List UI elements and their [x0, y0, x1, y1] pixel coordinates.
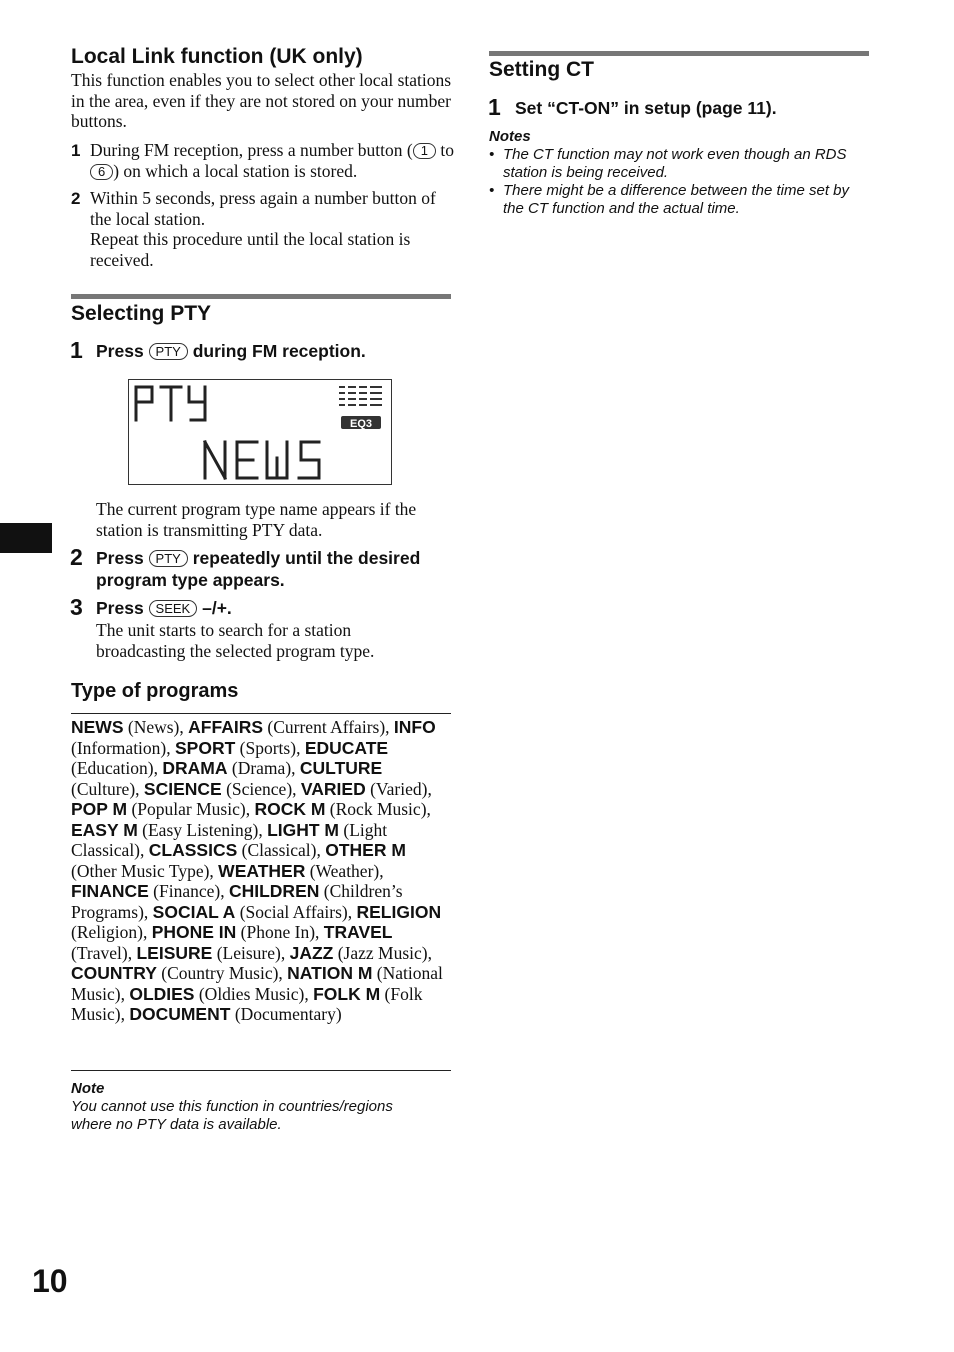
- program-type-code: LEISURE: [136, 942, 213, 963]
- program-type-description: (Light Classical): [71, 819, 388, 860]
- program-type-description: (Folk Music): [71, 983, 423, 1024]
- program-type-code: WEATHER: [218, 860, 306, 881]
- program-type-description: (Classical): [241, 840, 317, 860]
- program-type-code: INFO: [393, 717, 436, 737]
- program-type-item: OTHER M (Other Music Type),: [71, 840, 406, 881]
- pty-step1-description: The current program type name appears if the station is transmitting PTY data.: [96, 499, 417, 540]
- pty-step2-text: [96, 548, 426, 591]
- number-button-1: 1: [413, 143, 436, 159]
- pty-button: PTY: [149, 550, 188, 567]
- program-type-description: (Popular Music): [131, 799, 246, 819]
- step-text-part: Press: [96, 548, 149, 568]
- program-type-item: EASY M (Easy Listening),: [71, 819, 268, 840]
- program-type-item: FOLK M (Folk Music),: [71, 983, 423, 1024]
- ct-step1-text: Set “CT-ON” in setup (page 11).: [515, 98, 777, 118]
- program-type-code: RELIGION: [356, 901, 442, 922]
- section-divider-bar: [489, 51, 869, 56]
- pty-button: PTY: [149, 343, 188, 360]
- ct-note-2: [489, 182, 874, 218]
- program-type-item: JAZZ (Jazz Music),: [289, 942, 432, 963]
- program-type-item: RELIGION (Religion),: [71, 901, 442, 942]
- program-type-description: (News): [127, 717, 180, 737]
- step-text-part: repeatedly until the desired program type appears.: [96, 548, 421, 590]
- step-text-part: to: [435, 140, 454, 160]
- bullet-icon: •: [489, 182, 495, 199]
- pty-step2-number: 2: [70, 544, 83, 570]
- program-type-code: CLASSICS: [148, 840, 238, 860]
- ct-notes-heading: Notes: [489, 128, 531, 145]
- program-type-description: (Children’s Programs): [71, 881, 403, 922]
- program-type-description: (Information): [71, 737, 167, 758]
- program-type-description: (Leisure): [216, 942, 281, 963]
- ct-note-1: [489, 146, 874, 182]
- program-type-description: (Jazz Music): [337, 942, 428, 963]
- program-type-item: [129, 1004, 341, 1024]
- eq-indicator: EQ3: [349, 418, 373, 430]
- section-divider-bar: [71, 294, 451, 299]
- step-text-part: during FM reception.: [187, 341, 366, 361]
- program-type-item: SCIENCE (Science),: [143, 778, 301, 799]
- program-type-description: (Culture): [71, 778, 136, 799]
- step-text-part: Press: [96, 341, 149, 361]
- program-type-code: PHONE IN: [151, 922, 237, 942]
- program-type-item: POP M (Popular Music),: [71, 799, 255, 819]
- local-link-step2-number: 2: [71, 189, 81, 208]
- program-type-code: FINANCE: [71, 881, 149, 901]
- program-type-item: DRAMA (Drama),: [162, 758, 300, 778]
- program-type-description: (Easy Listening): [142, 819, 259, 840]
- program-type-description: (Science): [226, 778, 293, 799]
- program-type-code: POP M: [71, 799, 128, 819]
- program-types-list: [71, 717, 453, 1025]
- program-type-description: (Phone In): [240, 922, 316, 942]
- program-type-item: CHILDREN (Children’s Programs),: [71, 881, 403, 922]
- program-type-description: (Drama): [231, 758, 292, 778]
- program-type-code: EDUCATE: [304, 737, 389, 758]
- program-type-code: SOCIAL A: [152, 901, 236, 922]
- program-type-description: (Travel): [71, 942, 128, 963]
- program-type-item: EDUCATE (Education),: [71, 737, 389, 778]
- program-type-code: JAZZ: [289, 942, 334, 963]
- program-type-code: EASY M: [71, 819, 138, 840]
- program-type-description: (National Music): [71, 963, 443, 1004]
- program-type-code: FOLK M: [313, 983, 381, 1004]
- pty-step3-text: [96, 598, 232, 620]
- program-type-code: NEWS: [71, 717, 124, 737]
- step-text-part: ) on which a local station is stored.: [113, 160, 358, 181]
- program-type-code: DOCUMENT: [129, 1004, 231, 1024]
- note-heading: Note: [71, 1080, 105, 1097]
- program-type-item: WEATHER (Weather),: [218, 860, 384, 881]
- program-type-description: (Documentary): [234, 1004, 342, 1024]
- program-type-description: (Oldies Music): [198, 983, 305, 1004]
- program-type-item: LIGHT M (Light Classical),: [71, 819, 388, 860]
- program-type-item: INFO (Information),: [71, 717, 436, 758]
- program-type-code: NATION M: [287, 963, 373, 983]
- program-type-item: PHONE IN (Phone In),: [151, 922, 324, 942]
- program-type-item: SOCIAL A (Social Affairs),: [152, 901, 357, 922]
- pty-step1-text: [96, 341, 366, 363]
- program-type-description: (Other Music Type): [71, 860, 210, 881]
- pty-step3-number: 3: [70, 594, 83, 620]
- program-type-code: ROCK M: [254, 799, 326, 819]
- program-type-description: (Sports): [239, 737, 297, 758]
- program-type-code: SPORT: [175, 737, 236, 758]
- program-type-item: TRAVEL (Travel),: [71, 922, 393, 963]
- program-type-item: AFFAIRS (Current Affairs),: [188, 717, 394, 737]
- program-type-description: (Finance): [153, 881, 221, 901]
- ct-step1-number: 1: [488, 94, 501, 120]
- lcd-segment-graphic: [129, 380, 391, 484]
- local-link-step2-text: Within 5 seconds, press again a number button of the local station.: [90, 188, 436, 229]
- program-type-item: OLDIES (Oldies Music),: [129, 983, 314, 1004]
- note-text: You cannot use this function in countries/regions where no PTY data is available.: [71, 1098, 393, 1133]
- local-link-heading: Local Link function (UK only): [71, 45, 363, 68]
- program-type-code: AFFAIRS: [188, 717, 264, 737]
- step-text-part: During FM reception, press a number button (: [90, 140, 413, 160]
- program-type-code: CHILDREN: [228, 881, 320, 901]
- program-type-description: (Religion): [71, 922, 143, 942]
- number-button-6: 6: [90, 164, 113, 180]
- program-type-item: SPORT (Sports),: [175, 737, 305, 758]
- program-type-code: COUNTRY: [71, 963, 157, 983]
- program-type-description: (Country Music): [161, 963, 279, 983]
- program-type-description: (Weather): [309, 860, 380, 881]
- program-type-code: DRAMA: [162, 758, 228, 778]
- selecting-pty-heading: Selecting PTY: [71, 302, 212, 325]
- program-type-item: VARIED (Varied),: [300, 778, 432, 799]
- program-type-code: LIGHT M: [267, 819, 339, 840]
- section-tab-marker: [0, 523, 52, 553]
- program-type-item: NEWS (News),: [71, 717, 189, 737]
- program-type-item: CLASSICS (Classical),: [148, 840, 326, 860]
- program-types-top-rule: [71, 713, 451, 714]
- program-type-code: TRAVEL: [323, 922, 393, 942]
- local-link-step2-extra: Repeat this procedure until the local station is received.: [90, 229, 411, 270]
- program-type-item: NATION M (National Music),: [71, 963, 443, 1004]
- program-types-bottom-rule: [71, 1070, 451, 1071]
- bullet-icon: •: [489, 146, 495, 163]
- step-text-part: Press: [96, 598, 149, 618]
- local-link-step1-text: [90, 140, 460, 181]
- program-type-code: VARIED: [300, 778, 366, 799]
- program-type-item: FINANCE (Finance),: [71, 881, 229, 901]
- program-type-item: CULTURE (Culture),: [71, 758, 383, 799]
- ct-note-2-text: There might be a difference between the time set by the CT function and the actual time.: [503, 182, 850, 217]
- program-type-description: (Rock Music): [329, 799, 427, 819]
- program-type-code: SCIENCE: [143, 778, 222, 799]
- program-type-code: OTHER M: [325, 840, 406, 860]
- local-link-intro: This function enables you to select other local stations in the area, even if they are not stored on your number buttons.: [71, 70, 452, 131]
- pty-step3-description: The unit starts to search for a station broadcasting the selected program type.: [96, 620, 375, 661]
- program-type-description: (Social Affairs): [239, 901, 348, 922]
- local-link-step1-number: 1: [71, 141, 81, 160]
- program-types-heading: Type of programs: [71, 680, 239, 702]
- program-type-item: LEISURE (Leisure),: [136, 942, 290, 963]
- program-type-description: (Current Affairs): [267, 717, 386, 737]
- program-type-item: COUNTRY (Country Music),: [71, 963, 288, 983]
- lcd-display: [128, 379, 392, 485]
- program-type-description: (Education): [71, 758, 154, 778]
- page-number: 10: [32, 1263, 68, 1299]
- ct-note-1-text: The CT function may not work even though an RDS station is being received.: [503, 146, 847, 181]
- program-type-description: (Varied): [370, 778, 428, 799]
- step-text-part: –/+.: [197, 598, 232, 618]
- pty-step1-number: 1: [70, 337, 83, 363]
- program-type-code: CULTURE: [299, 758, 383, 778]
- program-type-code: OLDIES: [129, 983, 195, 1004]
- program-type-item: ROCK M (Rock Music),: [254, 799, 431, 819]
- setting-ct-heading: Setting CT: [489, 58, 594, 81]
- seek-button: SEEK: [149, 600, 198, 617]
